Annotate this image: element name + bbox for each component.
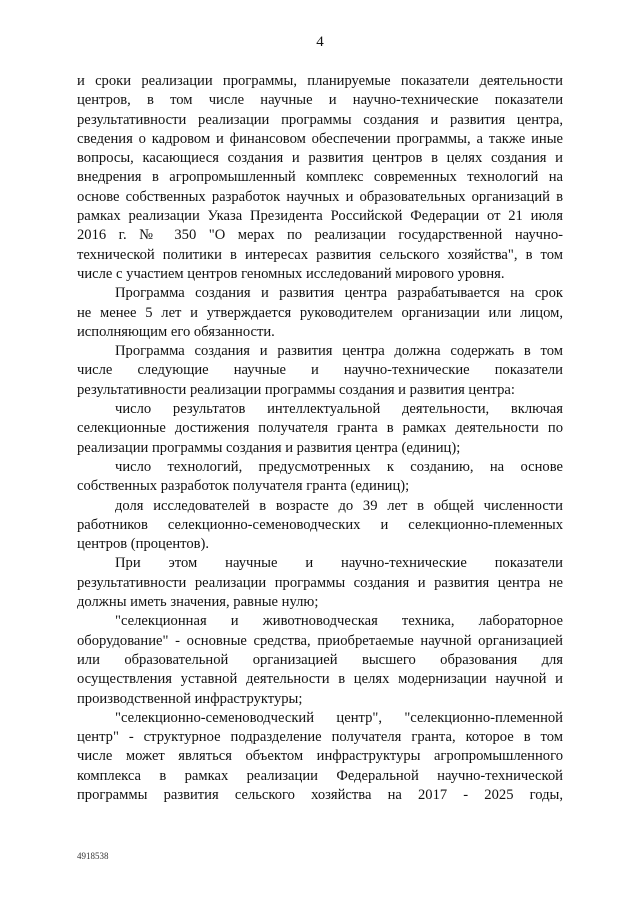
text-line: работников селекционно-семеноводческих и селекционно-племенных: [77, 516, 563, 533]
text-line: осуществления уставной деятельности в целях модернизации научной и: [77, 671, 563, 688]
text-line: или образовательной организацией высшего образования для: [77, 651, 563, 668]
text-line: технической политики в интересах развития сельского хозяйства", в том: [77, 246, 563, 263]
text-line: число результатов интеллектуальной деятельности, включая: [115, 401, 563, 418]
document-body: [77, 72, 563, 805]
text-line: центров (процентов).: [77, 536, 210, 553]
text-line: производственной инфраструктуры;: [77, 690, 303, 707]
text-line: результативности реализации программы создания и развития центра,: [77, 111, 563, 128]
text-line: центр" - структурное подразделение получателя гранта, которое в том: [77, 729, 563, 746]
text-line: должны иметь значения, равные нулю;: [77, 594, 319, 611]
text-line: комплекса в рамках реализации Федеральной научно-технической: [77, 767, 563, 784]
text-line: вопросы, касающиеся создания и развития центров в целях создания и: [77, 150, 563, 167]
text-line: "селекционная и животноводческая техника, лабораторное: [115, 613, 563, 630]
page-number: 4: [316, 34, 324, 50]
text-line: оборудование" - основные средства, приобретаемые научной организацией: [77, 632, 563, 649]
text-line: "селекционно-семеноводческий центр", "селекционно-племенной: [115, 709, 563, 726]
text-line: числе следующие научные и научно-технические показатели: [77, 362, 563, 379]
document-id: 4918538: [77, 851, 109, 861]
text-line: числе может являться объектом инфраструктуры агропромышленного: [77, 748, 563, 765]
text-line: Программа создания и развития центра должна содержать в том: [115, 343, 563, 360]
text-line: центров, в том числе научные и научно-технические показатели: [77, 92, 563, 109]
text-line: сведения о кадровом и финансовом обеспечении программы, а также иные: [77, 130, 563, 147]
text-line: результативности реализации программы создания и развития центра:: [77, 381, 515, 398]
text-line: рамках реализации Указа Президента Российской Федерации от 21 июля: [77, 208, 563, 225]
text-line: внедрения в агропромышленный комплекс современных технологий на: [77, 169, 563, 186]
text-line: реализации программы создания и развития центра (единиц);: [77, 439, 461, 456]
text-line: и сроки реализации программы, планируемые показатели деятельности: [77, 73, 563, 89]
text-line: Программа создания и развития центра разрабатывается на срок: [115, 285, 563, 302]
text-line: не менее 5 лет и утверждается руководителем организации или лицом,: [77, 304, 563, 321]
text-line: доля исследователей в возрасте до 39 лет в общей численности: [115, 497, 563, 514]
text-line: При этом научные и научно-технические показатели: [115, 555, 563, 572]
text-line: 2016 г. № 350 "О мерах по реализации государственной научно-: [77, 227, 563, 244]
text-line: собственных разработок получателя гранта (единиц);: [77, 478, 410, 495]
text-line: исполняющим его обязанности.: [77, 323, 275, 340]
text-line: программы развития сельского хозяйства на 2017 - 2025 годы,: [77, 786, 563, 803]
text-line: число технологий, предусмотренных к созданию, на основе: [115, 458, 563, 475]
text-line: основе собственных разработок научных и образовательных организаций в: [77, 188, 563, 205]
text-line: селекционные достижения получателя гранта в рамках деятельности по: [77, 420, 563, 437]
text-line: результативности реализации программы создания и развития центра не: [77, 574, 563, 591]
text-line: числе с участием центров геномных исследований мирового уровня.: [77, 265, 505, 282]
